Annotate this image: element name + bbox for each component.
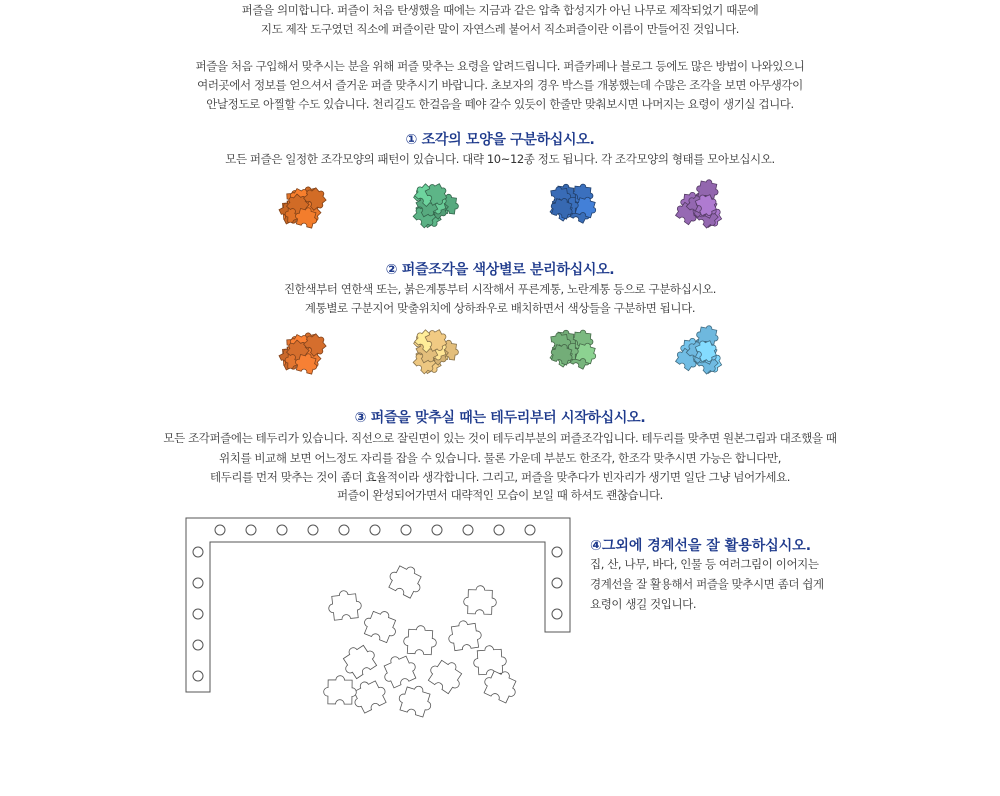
shape-piece-group [665, 172, 741, 238]
step3-title: ③ 퍼즐을 맞추실 때는 테두리부터 시작하십시오. [354, 410, 646, 426]
puzzle-piece [403, 625, 437, 655]
color-piece-group [530, 318, 606, 384]
step4-line: 요령이 생길 것입니다. [590, 597, 697, 611]
puzzle-piece [425, 654, 468, 696]
step4-line: 집, 산, 나무, 바다, 인물 등 여러그림이 이어지는 [590, 557, 819, 571]
step3-line: 테두리를 먼저 맞추는 것이 좀더 효율적이라 생각합니다. 그리고, 퍼즐을 맞추다가 빈자리가 생기면 일단 그냥 넘어가세요. [209, 470, 791, 484]
intro-line: 퍼즐을 의미합니다. 퍼즐이 처음 탄생했을 때에는 지금과 같은 압축 합성지가 아닌 나무로 제작되었기 때문에 [241, 3, 759, 17]
border-puzzle-illustration [180, 512, 580, 727]
step4-line: 경계선을 잘 활용해서 퍼즐을 맞추시면 좀더 쉽게 [590, 577, 824, 591]
puzzle-piece [463, 585, 496, 614]
puzzle-piece [360, 606, 401, 644]
guide-line: 안날정도로 아찔할 수도 있습니다. 천리길도 한걸음을 떼야 갈수 있듯이 한줄만 맞춰보시면 나머지는 요령이 생기실 겁니다. [206, 97, 794, 111]
step2-line: 진한색부터 연한색 또는, 붉은계통부터 시작해서 푸른계통, 노란계통 등으로 구분하십시오. [283, 282, 717, 296]
shape-piece-group [260, 172, 336, 238]
guide-line: 퍼즐을 처음 구입해서 맞추시는 분을 위해 퍼즐 맞추는 요령을 알려드립니다. 퍼즐카페나 블로그 등에도 많은 방법이 나와있으니 [195, 59, 805, 73]
puzzle-piece [337, 639, 380, 681]
shape-piece-group [530, 172, 606, 238]
puzzle-piece [473, 645, 507, 675]
step2-title: ② 퍼즐조각을 색상별로 분리하십시오. [385, 262, 615, 278]
puzzle-piece [327, 589, 363, 621]
step2-line: 계통별로 구분지어 맞출위치에 상하좌우로 배치하면서 색상들을 구분하면 됩니다. [304, 301, 696, 315]
color-piece-group [260, 318, 336, 384]
step3-line: 모든 조각퍼즐에는 테두리가 있습니다. 직선으로 잘린면이 있는 것이 테두리부분의 퍼즐조각입니다. 테두리를 맞추면 원본그림과 대조했을 때 [163, 431, 837, 445]
color-piece-group [395, 318, 471, 384]
step1-line: 모든 퍼즐은 일정한 조각모양의 패턴이 있습니다. 대략 10~12종 정도 됩니다. 각 조각모양의 형태를 모아보십시오. [225, 152, 775, 166]
step1-title: ① 조각의 모양을 구분하십시오. [405, 132, 595, 148]
puzzle-piece [378, 650, 419, 689]
puzzle-piece [385, 560, 427, 600]
color-piece-group [665, 318, 741, 384]
puzzle-piece [396, 682, 436, 719]
intro-line: 지도 제작 도구였던 직소에 퍼즐이란 말이 자연스레 붙어서 직소퍼즐이란 이름이 만들어진 것입니다. [260, 22, 740, 36]
shape-piece-group [395, 172, 471, 238]
puzzle-piece [324, 675, 357, 704]
guide-line: 여러곳에서 정보를 얻으셔서 즐거운 퍼즐 맞추시기 바랍니다. 초보자의 경우 박스를 개봉했는데 수많은 조각을 보면 아무생각이 [197, 78, 803, 92]
puzzle-piece [446, 618, 482, 651]
step4-title: ④그외에 경계선을 잘 활용하십시오. [590, 538, 812, 554]
step3-line: 위치를 비교해 보면 어느정도 자리를 잡을 수 있습니다. 물론 가운데 부분도 한조각, 한조각 맞추시면 가능은 합니다만, [219, 451, 781, 465]
step3-line: 퍼즐이 완성되어가면서 대략적인 모습이 보일 때 하셔도 괜찮습니다. [337, 488, 663, 502]
